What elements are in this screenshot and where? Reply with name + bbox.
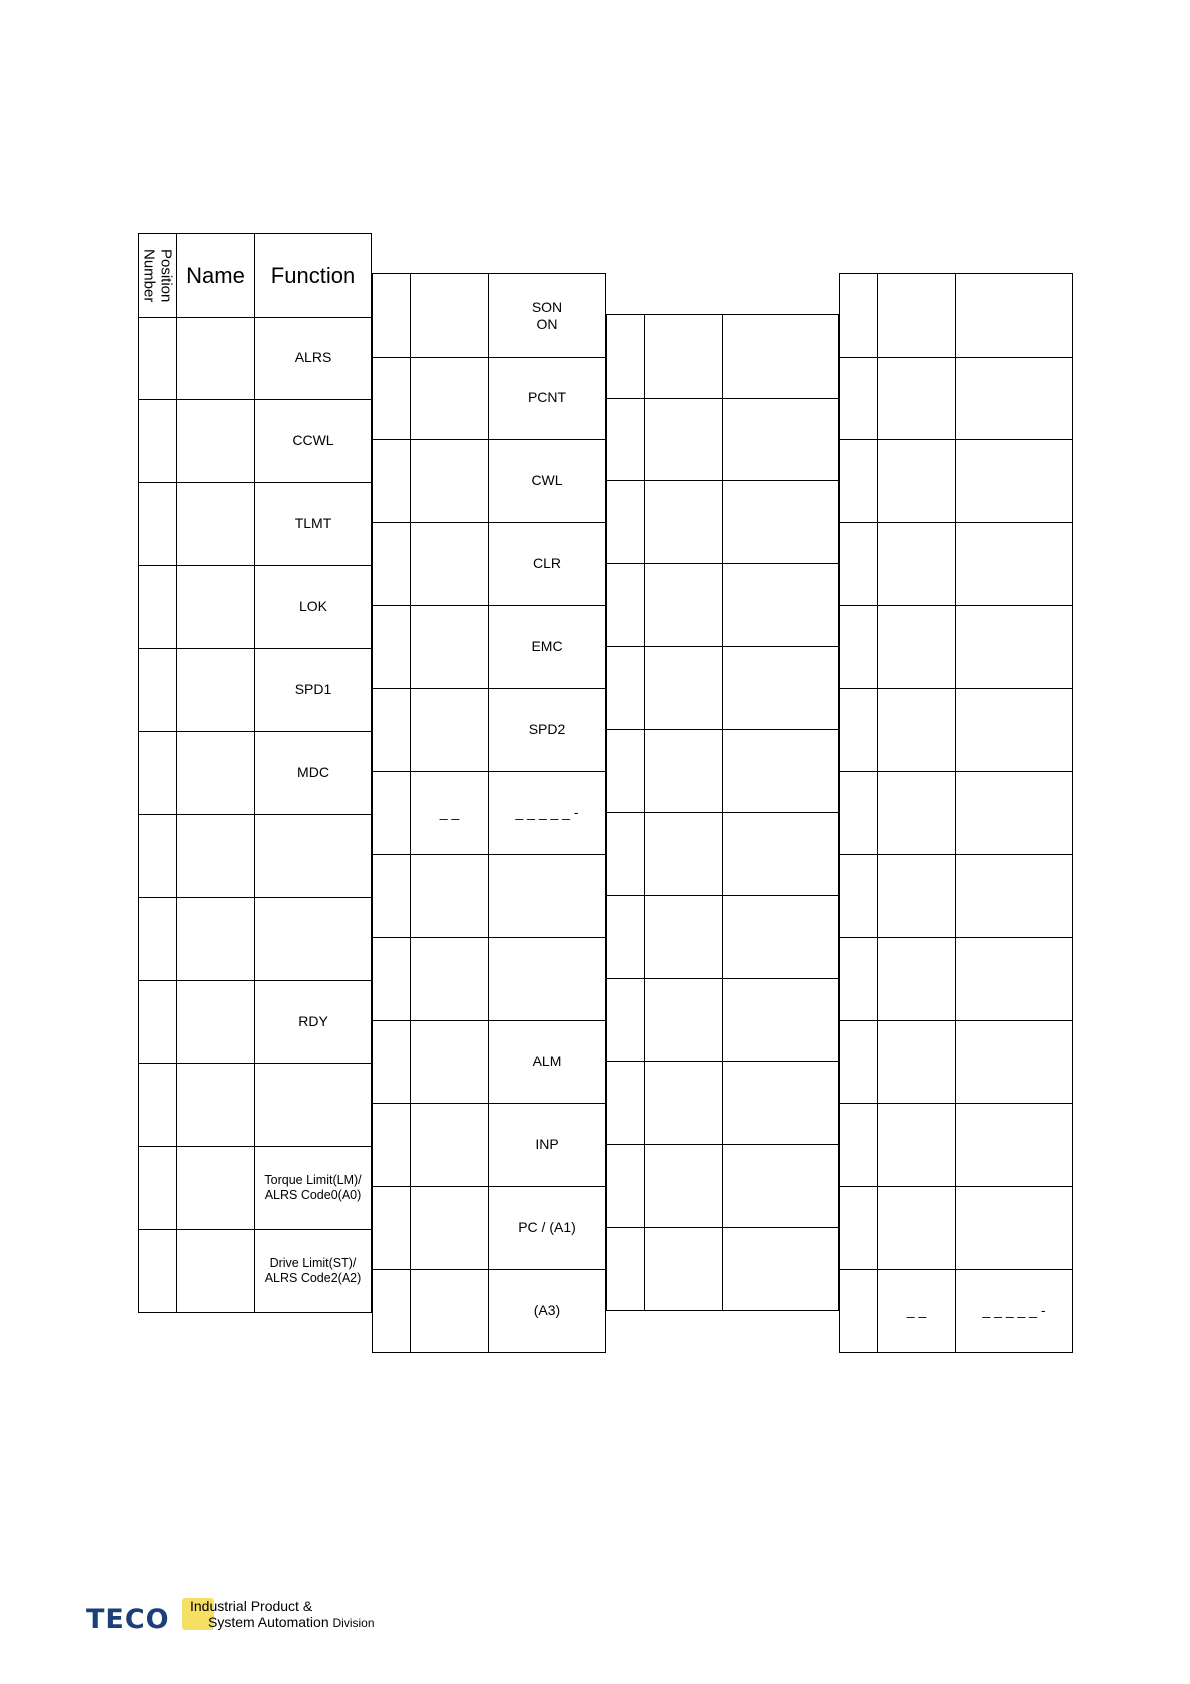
function-cell (723, 1061, 839, 1144)
table-row (372, 1020, 606, 1104)
position-number-cell (372, 688, 411, 771)
name-cell (878, 439, 956, 522)
position-number-cell (839, 1269, 878, 1352)
name-cell (177, 1146, 255, 1229)
position-number-cell (606, 480, 645, 563)
function-cell-text: ALM (532, 1053, 562, 1069)
position-number-cell (372, 1103, 411, 1186)
name-cell (411, 1269, 489, 1352)
table-row (606, 1227, 839, 1311)
function-cell (489, 522, 606, 605)
function-cell (255, 814, 372, 897)
name-cell (878, 854, 956, 937)
function-cell-text: INP (535, 1136, 559, 1152)
position-number-cell (839, 605, 878, 688)
position-number-cell (839, 854, 878, 937)
table-row (839, 605, 1073, 689)
table-row (606, 1061, 839, 1145)
function-cell (489, 854, 606, 937)
table-row (138, 565, 372, 649)
function-cell-text: TLMT (294, 515, 332, 531)
division-line-1: Industrial Product & (190, 1598, 313, 1614)
header-function: Function (255, 234, 372, 317)
table-row (839, 1269, 1073, 1353)
function-cell-text: _ _ _ _ _ - (515, 804, 579, 820)
function-cell (956, 439, 1073, 522)
position-number-cell (372, 937, 411, 1020)
table-row (138, 1063, 372, 1147)
function-cell (489, 1186, 606, 1269)
table-row (606, 729, 839, 813)
function-cell (489, 1103, 606, 1186)
position-number-cell (372, 274, 411, 357)
function-cell-text: Torque Limit(LM)/ ALRS Code0(A0) (264, 1172, 362, 1202)
table-row (372, 273, 606, 358)
name-cell (878, 1186, 956, 1269)
table-row (138, 980, 372, 1064)
function-cell (255, 399, 372, 482)
name-cell (645, 812, 723, 895)
table-row (138, 731, 372, 815)
name-cell (878, 522, 956, 605)
function-cell (255, 482, 372, 565)
name-cell (645, 315, 723, 398)
table-row (606, 646, 839, 730)
position-number-cell (606, 1144, 645, 1227)
position-number-cell (606, 397, 645, 480)
name-cell (411, 439, 489, 522)
name-cell (411, 356, 489, 439)
table-row (372, 356, 606, 440)
position-number-cell (138, 980, 177, 1063)
position-number-cell (606, 895, 645, 978)
function-cell-text: SPD2 (528, 721, 566, 737)
table-row (606, 397, 839, 481)
name-cell (177, 648, 255, 731)
function-cell (723, 397, 839, 480)
function-cell (956, 937, 1073, 1020)
position-number-cell (839, 1103, 878, 1186)
position-number-cell (606, 729, 645, 812)
name-cell (177, 316, 255, 399)
function-cell (255, 648, 372, 731)
name-cell (411, 937, 489, 1020)
name-cell (411, 688, 489, 771)
position-number-cell (372, 1020, 411, 1103)
function-cell-text: RDY (298, 1013, 328, 1029)
table-row (839, 854, 1073, 938)
name-cell (645, 397, 723, 480)
function-cell (723, 1227, 839, 1310)
function-cell (255, 1229, 372, 1312)
name-cell (645, 978, 723, 1061)
position-number-cell (839, 688, 878, 771)
position-number-cell (138, 399, 177, 482)
function-cell-text: PC / (A1) (518, 1219, 576, 1235)
name-cell (177, 814, 255, 897)
position-number-cell (839, 1186, 878, 1269)
position-number-cell (138, 897, 177, 980)
name-cell (645, 1144, 723, 1227)
table-row (372, 688, 606, 772)
table-row (138, 814, 372, 898)
function-cell-text: (A3) (533, 1302, 561, 1318)
table-row (606, 563, 839, 647)
name-cell (411, 1020, 489, 1103)
function-cell (255, 897, 372, 980)
table-row (606, 314, 839, 399)
table-row (839, 356, 1073, 440)
table-row (606, 895, 839, 979)
table-row (138, 399, 372, 483)
table-header-row (138, 233, 372, 318)
name-cell (411, 522, 489, 605)
function-cell (489, 439, 606, 522)
table-row (606, 1144, 839, 1228)
position-number-cell (839, 274, 878, 357)
function-cell (956, 522, 1073, 605)
function-cell (723, 315, 839, 398)
name-cell (411, 771, 489, 854)
position-number-cell (606, 563, 645, 646)
function-cell-text: CWL (531, 472, 563, 488)
name-cell (177, 565, 255, 648)
function-cell-text: SPD1 (294, 681, 332, 697)
header-position-number: Position Number (138, 234, 177, 317)
function-cell (956, 356, 1073, 439)
name-cell-text: _ _ (906, 1302, 927, 1318)
position-number-cell (606, 812, 645, 895)
function-cell-text: Drive Limit(ST)/ ALRS Code2(A2) (264, 1255, 362, 1285)
table-row (839, 937, 1073, 1021)
function-cell-text: EMC (531, 638, 563, 654)
table-row (372, 1186, 606, 1270)
table-row (839, 522, 1073, 606)
function-cell (255, 731, 372, 814)
table-row (138, 1229, 372, 1313)
table-row (839, 688, 1073, 772)
name-cell (645, 895, 723, 978)
name-cell (411, 854, 489, 937)
function-cell (723, 563, 839, 646)
table-row (606, 480, 839, 564)
table-row (372, 439, 606, 523)
function-cell (956, 771, 1073, 854)
position-number-cell (839, 771, 878, 854)
table-row (606, 978, 839, 1062)
function-cell (489, 771, 606, 854)
function-cell-text: CCWL (292, 432, 334, 448)
function-cell (489, 274, 606, 357)
position-number-cell (372, 605, 411, 688)
name-cell (411, 274, 489, 357)
position-number-cell (606, 1061, 645, 1144)
function-cell (255, 316, 372, 399)
position-number-cell (138, 316, 177, 399)
name-cell (878, 688, 956, 771)
position-number-cell (372, 1186, 411, 1269)
table-row (839, 439, 1073, 523)
name-cell (177, 1229, 255, 1312)
function-cell (489, 688, 606, 771)
function-cell-text: SON ON (531, 298, 563, 332)
name-cell (645, 729, 723, 812)
function-cell (255, 1063, 372, 1146)
function-cell-text: ALRS (294, 349, 332, 365)
name-cell (411, 1103, 489, 1186)
function-cell (489, 1269, 606, 1352)
position-number-cell (138, 814, 177, 897)
table-row (372, 605, 606, 689)
position-number-cell (372, 522, 411, 605)
name-cell (878, 771, 956, 854)
position-number-cell (138, 1146, 177, 1229)
position-number-cell (372, 356, 411, 439)
division-line-2-suffix: Division (332, 1616, 375, 1630)
name-cell-text: _ _ (439, 804, 460, 820)
division-line-2 (190, 1614, 375, 1631)
position-number-cell (372, 1269, 411, 1352)
name-cell (177, 482, 255, 565)
table-row (138, 482, 372, 566)
position-number-cell (839, 522, 878, 605)
position-number-cell (606, 978, 645, 1061)
table-row (839, 771, 1073, 855)
table-row (372, 1103, 606, 1187)
table-row (839, 273, 1073, 358)
function-cell (956, 1103, 1073, 1186)
function-cell (723, 646, 839, 729)
table-row (839, 1186, 1073, 1270)
position-number-cell (138, 1063, 177, 1146)
function-cell (956, 1269, 1073, 1352)
position-number-cell (606, 646, 645, 729)
name-cell (645, 1061, 723, 1144)
name-cell (645, 646, 723, 729)
function-cell (956, 854, 1073, 937)
function-cell-text: CLR (532, 555, 561, 571)
position-number-cell (372, 771, 411, 854)
name-cell (177, 897, 255, 980)
name-cell (878, 1269, 956, 1352)
name-cell (878, 937, 956, 1020)
position-number-cell (138, 1229, 177, 1312)
function-cell (723, 978, 839, 1061)
name-cell (878, 274, 956, 357)
name-cell (878, 1020, 956, 1103)
function-cell (956, 1020, 1073, 1103)
table-row (138, 316, 372, 400)
function-cell (255, 565, 372, 648)
table-row (372, 854, 606, 938)
function-cell-text: _ _ _ _ _ - (982, 1302, 1046, 1318)
name-cell (177, 980, 255, 1063)
function-cell (489, 356, 606, 439)
position-number-cell (372, 854, 411, 937)
function-cell (956, 605, 1073, 688)
position-number-cell (606, 315, 645, 398)
function-cell (723, 812, 839, 895)
table-row (372, 522, 606, 606)
table-row (138, 648, 372, 732)
table-row (138, 1146, 372, 1230)
teco-logo: TECO (86, 1604, 170, 1635)
header-name: Name (177, 234, 255, 317)
function-cell (255, 980, 372, 1063)
function-cell (956, 1186, 1073, 1269)
division-line-2-main: System Automation (208, 1614, 329, 1630)
function-cell-text: PCNT (527, 389, 567, 405)
table-row (138, 897, 372, 981)
table-row (372, 1269, 606, 1353)
name-cell (878, 605, 956, 688)
position-number-cell (138, 565, 177, 648)
function-cell (489, 605, 606, 688)
function-cell (723, 729, 839, 812)
position-number-cell (138, 648, 177, 731)
position-number-cell (839, 439, 878, 522)
position-number-cell (606, 1227, 645, 1310)
name-cell (177, 1063, 255, 1146)
name-cell (645, 563, 723, 646)
name-cell (645, 480, 723, 563)
table-row (839, 1020, 1073, 1104)
function-cell (255, 1146, 372, 1229)
function-cell-text: MDC (297, 764, 329, 780)
position-number-cell (372, 439, 411, 522)
table-row (606, 812, 839, 896)
name-cell (878, 356, 956, 439)
function-cell (723, 480, 839, 563)
name-cell (645, 1227, 723, 1310)
function-cell (956, 688, 1073, 771)
function-cell-text: LOK (298, 598, 327, 614)
name-cell (411, 605, 489, 688)
table-row (372, 771, 606, 855)
name-cell (878, 1103, 956, 1186)
name-cell (177, 731, 255, 814)
function-cell (723, 895, 839, 978)
position-number-cell (138, 482, 177, 565)
position-number-cell (138, 731, 177, 814)
position-number-cell (839, 1020, 878, 1103)
name-cell (411, 1186, 489, 1269)
position-number-cell (839, 356, 878, 439)
function-cell (723, 1144, 839, 1227)
function-cell (956, 274, 1073, 357)
function-cell (489, 937, 606, 1020)
table-row (372, 937, 606, 1021)
position-number-cell (839, 937, 878, 1020)
table-row (839, 1103, 1073, 1187)
division-caption (190, 1598, 375, 1631)
function-cell (489, 1020, 606, 1103)
name-cell (177, 399, 255, 482)
